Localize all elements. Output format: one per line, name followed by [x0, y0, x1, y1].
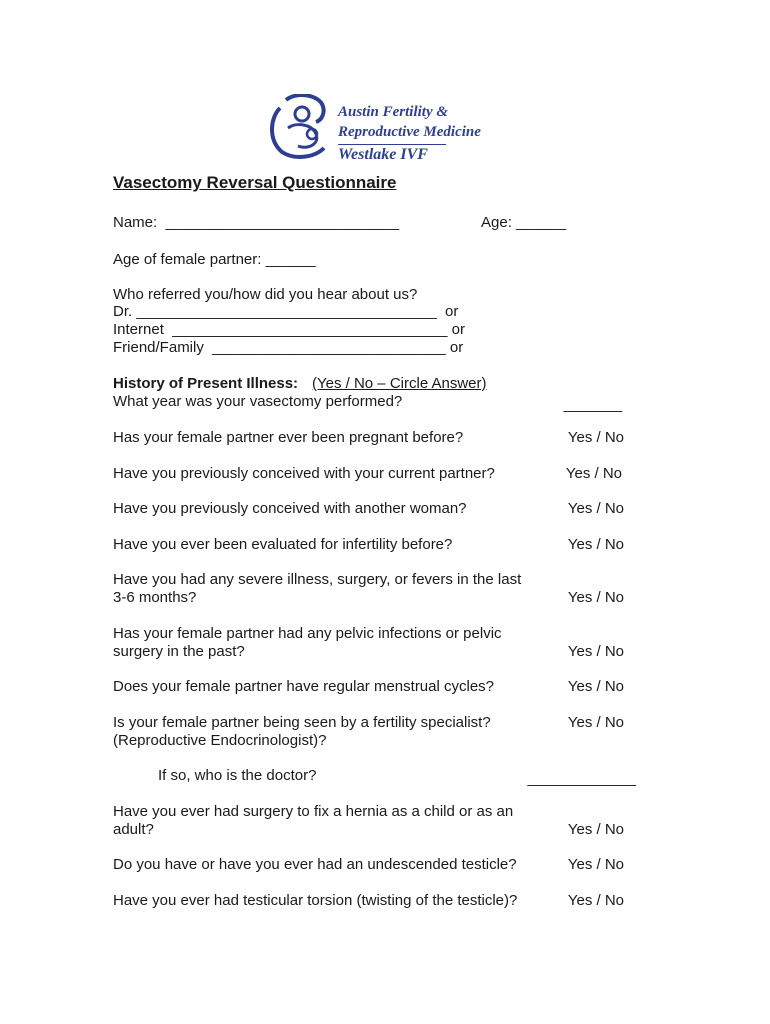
question-text: What year was your vasectomy performed? — [113, 393, 403, 410]
question-text: Have you ever had testicular torsion (twisting of the testicle)? — [113, 892, 518, 909]
question-text: If so, who is the doctor? — [158, 767, 317, 784]
question-text: Is your female partner being seen by a fertility specialist? — [113, 714, 491, 731]
question-answer[interactable]: Yes / No — [567, 536, 624, 553]
question-text: Have you ever been evaluated for infertility before? — [113, 536, 453, 553]
question-answer[interactable]: Yes / No — [567, 643, 624, 660]
question-text: Have you previously conceived with your current partner? — [113, 465, 495, 482]
mother-child-icon — [268, 94, 336, 160]
question-text: Has your female partner ever been pregnant before? — [113, 429, 464, 446]
doctor-name-field[interactable]: _____________ — [527, 770, 636, 787]
question-answer[interactable]: Yes / No — [567, 892, 624, 909]
partner-age-field[interactable]: Age of female partner: ______ — [113, 251, 316, 268]
question-text: Have you ever had surgery to fix a hernia as a child or as an — [113, 803, 514, 820]
question-answer[interactable]: _______ — [563, 396, 622, 413]
logo-divider — [338, 144, 446, 145]
logo-line-3: Westlake IVF — [338, 146, 428, 163]
question-text: Does your female partner have regular menstrual cycles? — [113, 678, 495, 695]
question-text-cont: 3-6 months? — [113, 589, 197, 606]
question-answer[interactable]: Yes / No — [565, 465, 622, 482]
logo-line-1: Austin Fertility & — [338, 104, 449, 120]
referral-dr-field[interactable]: Dr. ____________________________________ or — [113, 303, 459, 320]
question-answer[interactable]: Yes / No — [567, 429, 624, 446]
history-heading: History of Present Illness: — [113, 375, 299, 392]
question-answer[interactable]: Yes / No — [567, 678, 624, 695]
question-text: Have you had any severe illness, surgery, or fevers in the last — [113, 571, 522, 588]
name-field[interactable]: Name: ____________________________ — [113, 214, 400, 231]
question-answer[interactable]: Yes / No — [567, 500, 624, 517]
history-instruction: (Yes / No – Circle Answer) — [312, 375, 487, 392]
question-answer[interactable]: Yes / No — [567, 589, 624, 606]
question-text: Do you have or have you ever had an undescended testicle? — [113, 856, 517, 873]
question-text: Have you previously conceived with another woman? — [113, 500, 467, 517]
clinic-logo — [268, 94, 508, 166]
question-text-cont: (Reproductive Endocrinologist)? — [113, 732, 327, 749]
question-answer[interactable]: Yes / No — [567, 856, 624, 873]
question-text-cont: adult? — [113, 821, 154, 838]
logo-line-2: Reproductive Medicine — [338, 124, 481, 140]
question-answer[interactable]: Yes / No — [567, 821, 624, 838]
age-field[interactable]: Age: ______ — [481, 214, 567, 231]
question-text: Has your female partner had any pelvic infections or pelvic — [113, 625, 502, 642]
question-answer[interactable]: Yes / No — [567, 714, 624, 731]
referral-question: Who referred you/how did you hear about us? — [113, 286, 418, 303]
referral-friend-field[interactable]: Friend/Family ____________________________ or — [113, 339, 464, 356]
page-title: Vasectomy Reversal Questionnaire — [113, 173, 397, 192]
referral-internet-field[interactable]: Internet _________________________________ or — [113, 321, 466, 338]
question-text-cont: surgery in the past? — [113, 643, 245, 660]
